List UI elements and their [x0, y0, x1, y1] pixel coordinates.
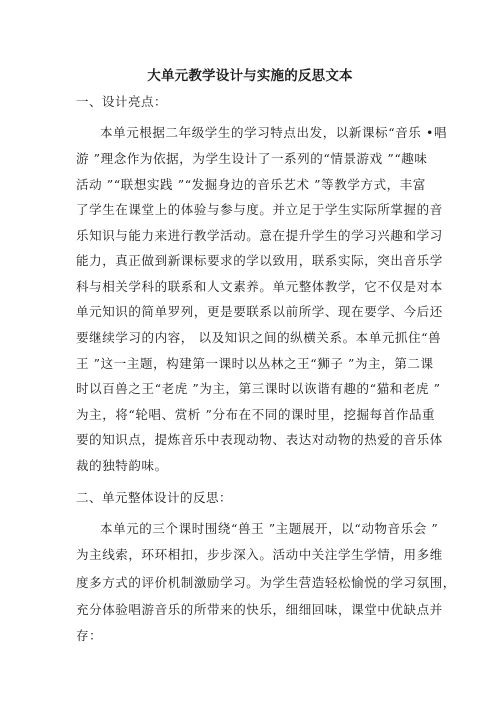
paragraph-line: 要的知识点，提炼音乐中表现动物、表达对动物的热爱的音乐体 [76, 432, 443, 447]
section-heading-design-highlights: 一、设计亮点： [76, 94, 168, 109]
paragraph-line: 为主线索，环环相扣，步步深入。活动中关注学生学情，用多维 [76, 547, 443, 562]
paragraph-line: 为主，将“轮唱、赏析 ”分布在不同的课时里，挖掘每首作品重 [76, 407, 436, 422]
paragraph-line: 能力，真正做到新课标要求的学以致用，联系实际，突出音乐学 [76, 253, 443, 268]
page-title: 大单元教学设计与实施的反思文本 [147, 68, 353, 84]
paragraph-line: 裁的独特韵味。 [76, 458, 168, 473]
paragraph-line: 了学生在课堂上的体验与参与度。并立足于学生实际所掌握的音 [76, 202, 443, 217]
paragraph-line: 游 ”理念作为依据，为学生设计了一系列的“情景游戏 ”“趣味 [76, 151, 428, 166]
paragraph-line: 活动 ”“联想实践 ”“发掘身边的音乐艺术 ”等教学方式，丰富 [76, 177, 426, 192]
paragraph-line: 时以百兽之王“老虎 ”为主，第三课时以诙谐有趣的“猫和老虎 ” [76, 381, 441, 396]
paragraph-line: 本单元的三个课时围绕“兽王 ”主题展开，以“动物音乐会 ” [100, 521, 439, 536]
paragraph-line: 单元知识的简单罗列，更是要联系以前所学、现在要学、今后还 [76, 304, 443, 319]
paragraph-line: 本单元根据二年级学生的学习特点出发，以新课标“音乐 •唱 [100, 125, 448, 140]
paragraph-line: 存： [76, 628, 103, 643]
paragraph-line: 科与相关学科的联系和人文素养。单元整体教学，它不仅是对本 [76, 279, 443, 294]
paragraph-line: 度多方式的评价机制激励学习。为学生营造轻松愉悦的学习氛围， [76, 575, 456, 590]
section-heading-unit-reflection: 二、单元整体设计的反思： [76, 490, 233, 505]
paragraph-line: 充分体验唱游音乐的所带来的快乐，细细回味，课堂中优缺点并 [76, 602, 443, 617]
paragraph-line: 要继续学习的内容， 以及知识之间的纵横关系。本单元抓住“兽 [76, 330, 442, 345]
paragraph-line: 王 ”这一主题，构建第一课时以丛林之王“狮子 ”为主，第二课 [76, 356, 434, 371]
paragraph-line: 乐知识与能力来进行教学活动。意在提升学生的学习兴趣和学习 [76, 228, 443, 243]
